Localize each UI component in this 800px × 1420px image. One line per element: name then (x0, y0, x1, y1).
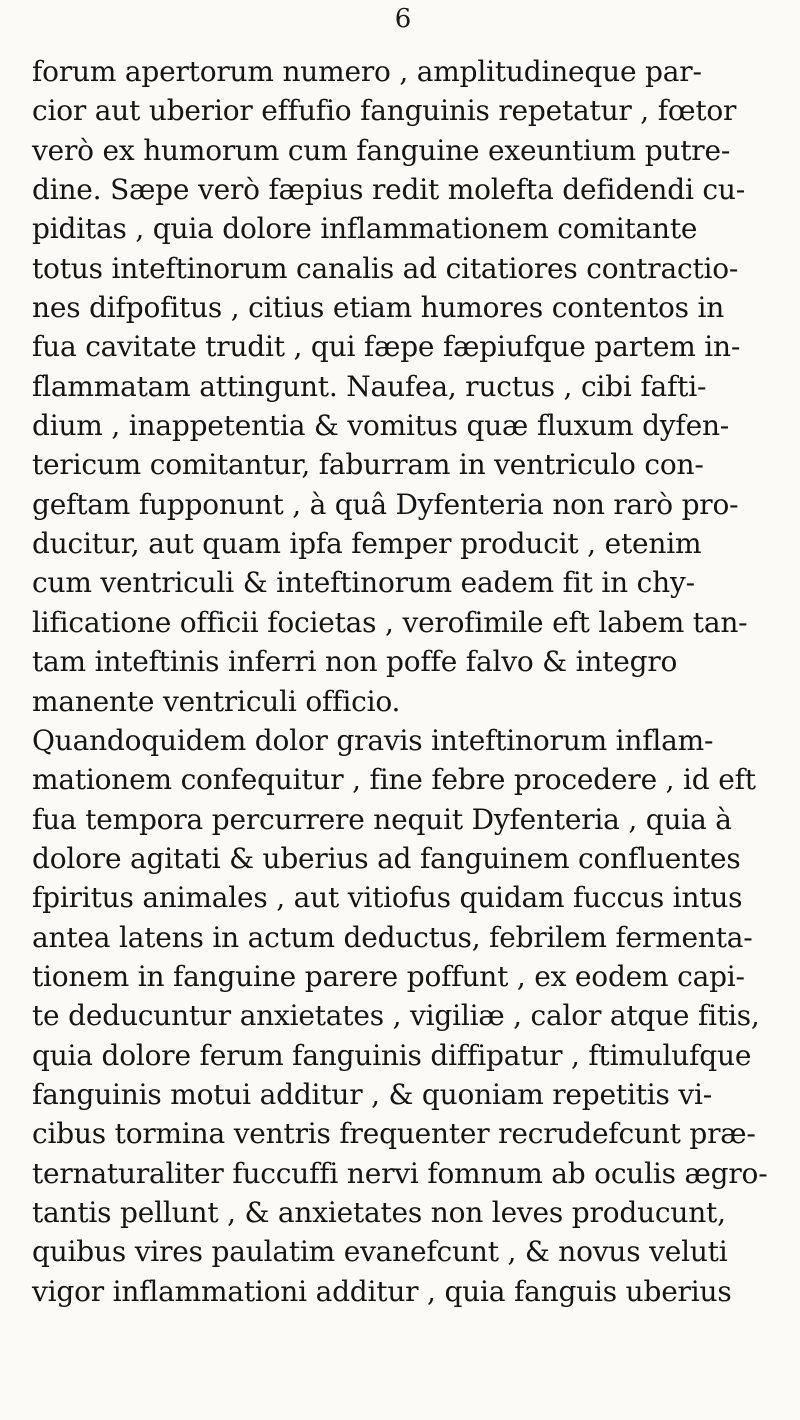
text-line: dium , inappetentia & vomitus quæ fluxum dyfen- (32, 409, 730, 443)
text-line: fua tempora percurrere nequit Dyfenteria , quia à (32, 802, 732, 836)
text-line: dine. Sæpe verò fæpius redit molefta defidendi cu- (32, 173, 745, 207)
text-line: manente ventriculi officio. (32, 684, 401, 718)
text-line: cibus tormina ventris frequenter recrudefcunt præ- (32, 1117, 756, 1151)
text-line: vigor inflammationi additur , quia fanguis uberius (32, 1274, 732, 1308)
text-line: antea latens in actum deductus, febrilem fermenta- (32, 920, 753, 954)
text-line: ducitur, aut quam ipfa femper producit , etenim (32, 527, 702, 561)
text-line: cior aut uberior effufio fanguinis repetatur , fœtor (32, 94, 737, 128)
text-line: lificatione officii focietas , verofimile eft labem tan- (32, 605, 748, 639)
text-line: nes difpofitus , citius etiam humores contentos in (32, 291, 725, 325)
text-line: fpiritus animales , aut vitiofus quidam fuccus intus (32, 881, 743, 915)
text-line: fanguinis motui additur , & quoniam repetitis vi- (32, 1077, 713, 1111)
text-line: tionem in fanguine parere poffunt , ex eodem capi- (32, 959, 745, 993)
text-line: ternaturaliter fuccuffi nervi fomnum ab oculis ægro- (32, 1156, 768, 1190)
text-line: tam inteftinis inferri non poffe falvo & integro (32, 645, 678, 679)
body-text (32, 52, 772, 1311)
text-line: cum ventriculi & inteftinorum eadem fit in chy- (32, 566, 695, 600)
text-line: quia dolore ferum fanguinis diffipatur , ftimulufque (32, 1038, 752, 1072)
text-line: geftam fupponunt , à quâ Dyfenteria non rarò pro- (32, 487, 739, 521)
text-line: totus inteftinorum canalis ad citatiores contractio- (32, 251, 739, 285)
text-line: Quandoquidem dolor gravis inteftinorum inflam- (32, 723, 714, 757)
text-line: mationem confequitur , fine febre procedere , id eft (32, 763, 756, 797)
text-line: tericum comitantur, faburram in ventriculo con- (32, 448, 704, 482)
text-line: flammatam attingunt. Naufea, ructus , cibi fafti- (32, 369, 707, 403)
text-line: te deducuntur anxietates , vigiliæ , calor atque fitis, (32, 999, 760, 1033)
text-line: tantis pellunt , & anxietates non leves producunt, (32, 1195, 726, 1229)
text-line: quibus vires paulatim evanefcunt , & novus veluti (32, 1235, 728, 1269)
text-line: forum apertorum numero , amplitudineque par- (32, 55, 702, 88)
page-number: 6 (394, 4, 412, 34)
text-line: verò ex humorum cum fanguine exeuntium putre- (32, 133, 731, 167)
text-line: fua cavitate trudit , qui fæpe fæpiufque partem in- (32, 330, 741, 364)
text-line: piditas , quia dolore inflammationem comitante (32, 212, 698, 246)
text-line: dolore agitati & uberius ad fanguinem confluentes (32, 841, 741, 875)
